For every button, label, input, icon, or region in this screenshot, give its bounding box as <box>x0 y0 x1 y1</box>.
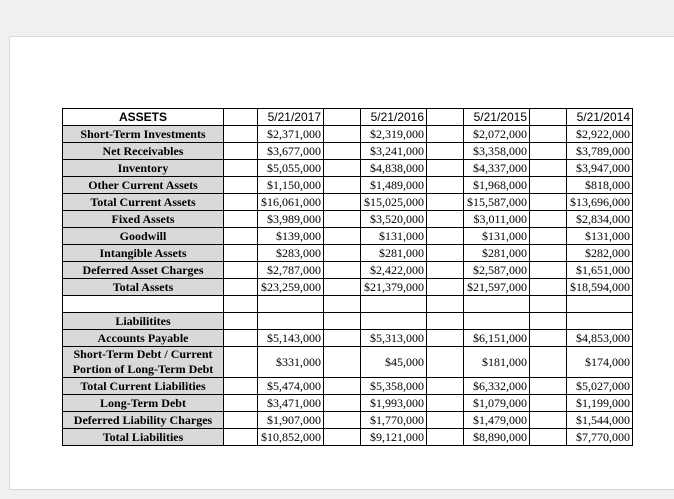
table-row <box>63 126 633 143</box>
value-cell[interactable]: $282,000 <box>567 245 633 262</box>
balance-sheet-table <box>62 108 633 446</box>
value-cell[interactable]: $2,422,000 <box>361 262 427 279</box>
value-cell[interactable]: $6,151,000 <box>464 330 530 347</box>
value-cell[interactable]: $2,787,000 <box>258 262 324 279</box>
value-cell[interactable]: $45,000 <box>361 347 427 378</box>
row-label: Total Liabilities <box>63 429 224 446</box>
value-cell[interactable]: $16,061,000 <box>258 194 324 211</box>
value-cell[interactable]: $18,594,000 <box>567 279 633 296</box>
value-cell[interactable]: $131,000 <box>567 228 633 245</box>
column-gap <box>224 395 258 412</box>
column-gap <box>427 347 464 378</box>
column-gap <box>324 143 361 160</box>
value-cell[interactable]: $3,471,000 <box>258 395 324 412</box>
date-header: 5/21/2014 <box>567 109 633 126</box>
column-gap <box>224 330 258 347</box>
column-gap <box>224 347 258 378</box>
table-row <box>63 160 633 177</box>
value-cell[interactable]: $1,079,000 <box>464 395 530 412</box>
liabilities-header-row <box>63 313 633 330</box>
blank-value-cell[interactable] <box>464 296 530 313</box>
value-cell[interactable]: $174,000 <box>567 347 633 378</box>
value-cell[interactable]: $9,121,000 <box>361 429 427 446</box>
column-gap <box>224 429 258 446</box>
column-gap <box>427 109 464 126</box>
column-gap <box>427 126 464 143</box>
value-cell[interactable]: $3,677,000 <box>258 143 324 160</box>
column-gap <box>324 395 361 412</box>
column-gap <box>530 330 567 347</box>
column-gap <box>530 412 567 429</box>
value-cell[interactable]: $3,789,000 <box>567 143 633 160</box>
value-cell[interactable]: $5,027,000 <box>567 378 633 395</box>
value-cell[interactable]: $4,853,000 <box>567 330 633 347</box>
column-gap <box>427 245 464 262</box>
column-gap <box>530 296 567 313</box>
value-cell[interactable]: $4,337,000 <box>464 160 530 177</box>
table-row <box>63 330 633 347</box>
value-cell[interactable]: $6,332,000 <box>464 378 530 395</box>
column-gap <box>427 228 464 245</box>
column-gap <box>530 160 567 177</box>
row-label: Deferred Asset Charges <box>63 262 224 279</box>
table-row <box>63 395 633 412</box>
table-row <box>63 177 633 194</box>
value-cell[interactable]: $3,947,000 <box>567 160 633 177</box>
table-row <box>63 143 633 160</box>
value-cell[interactable]: $818,000 <box>567 177 633 194</box>
column-gap <box>224 177 258 194</box>
value-cell[interactable]: $5,143,000 <box>258 330 324 347</box>
spreadsheet-page <box>9 36 674 490</box>
column-gap <box>530 143 567 160</box>
blank-label-cell[interactable] <box>63 296 224 313</box>
blank-value-cell[interactable] <box>361 296 427 313</box>
table-row <box>63 412 633 429</box>
blank-row <box>63 296 633 313</box>
column-gap <box>530 228 567 245</box>
column-gap <box>324 412 361 429</box>
column-gap <box>427 378 464 395</box>
row-label: Intangible Assets <box>63 245 224 262</box>
value-cell[interactable]: $2,834,000 <box>567 211 633 228</box>
column-gap <box>530 126 567 143</box>
value-cell[interactable]: $3,011,000 <box>464 211 530 228</box>
value-cell[interactable]: $8,890,000 <box>464 429 530 446</box>
column-gap <box>224 109 258 126</box>
value-cell[interactable]: $281,000 <box>361 245 427 262</box>
value-cell[interactable]: $5,474,000 <box>258 378 324 395</box>
column-gap <box>427 262 464 279</box>
table-row <box>63 378 633 395</box>
table-row <box>63 279 633 296</box>
column-gap <box>324 313 361 330</box>
value-cell[interactable]: $331,000 <box>258 347 324 378</box>
row-label: Total Current Assets <box>63 194 224 211</box>
value-cell[interactable]: $3,358,000 <box>464 143 530 160</box>
column-gap <box>224 279 258 296</box>
value-cell[interactable]: $3,520,000 <box>361 211 427 228</box>
column-gap <box>224 211 258 228</box>
column-gap <box>427 143 464 160</box>
column-gap <box>427 395 464 412</box>
column-gap <box>324 279 361 296</box>
column-gap <box>427 330 464 347</box>
blank-value-cell[interactable] <box>464 313 530 330</box>
table-row <box>63 228 633 245</box>
column-gap <box>530 194 567 211</box>
row-label: Net Receivables <box>63 143 224 160</box>
blank-value-cell[interactable] <box>567 313 633 330</box>
value-cell[interactable]: $1,544,000 <box>567 412 633 429</box>
row-label: Inventory <box>63 160 224 177</box>
column-gap <box>530 378 567 395</box>
value-cell[interactable]: $131,000 <box>464 228 530 245</box>
row-label: Total Assets <box>63 279 224 296</box>
table-row <box>63 429 633 446</box>
row-label: Accounts Payable <box>63 330 224 347</box>
value-cell[interactable]: $1,150,000 <box>258 177 324 194</box>
value-cell[interactable]: $2,922,000 <box>567 126 633 143</box>
column-gap <box>427 313 464 330</box>
column-gap <box>324 347 361 378</box>
value-cell[interactable]: $1,199,000 <box>567 395 633 412</box>
column-gap <box>324 429 361 446</box>
column-gap <box>224 143 258 160</box>
table-row <box>63 347 633 378</box>
column-gap <box>324 211 361 228</box>
value-cell[interactable]: $21,379,000 <box>361 279 427 296</box>
column-gap <box>324 262 361 279</box>
column-gap <box>224 412 258 429</box>
value-cell[interactable]: $1,993,000 <box>361 395 427 412</box>
date-header: 5/21/2015 <box>464 109 530 126</box>
column-gap <box>427 279 464 296</box>
column-gap <box>224 378 258 395</box>
column-gap <box>324 160 361 177</box>
column-gap <box>427 412 464 429</box>
row-label: Long-Term Debt <box>63 395 224 412</box>
column-gap <box>224 160 258 177</box>
column-gap <box>427 177 464 194</box>
column-gap <box>224 296 258 313</box>
column-gap <box>324 228 361 245</box>
value-cell[interactable]: $21,597,000 <box>464 279 530 296</box>
column-gap <box>324 378 361 395</box>
column-gap <box>530 279 567 296</box>
column-gap <box>530 395 567 412</box>
value-cell[interactable]: $2,587,000 <box>464 262 530 279</box>
value-cell[interactable]: $4,838,000 <box>361 160 427 177</box>
column-gap <box>224 262 258 279</box>
value-cell[interactable]: $1,770,000 <box>361 412 427 429</box>
column-gap <box>224 245 258 262</box>
value-cell[interactable]: $2,072,000 <box>464 126 530 143</box>
column-gap <box>427 194 464 211</box>
column-gap <box>530 262 567 279</box>
column-gap <box>530 313 567 330</box>
column-gap <box>530 211 567 228</box>
value-cell[interactable]: $5,313,000 <box>361 330 427 347</box>
column-gap <box>324 177 361 194</box>
value-cell[interactable]: $3,989,000 <box>258 211 324 228</box>
column-gap <box>530 177 567 194</box>
value-cell[interactable]: $2,319,000 <box>361 126 427 143</box>
row-label: Other Current Assets <box>63 177 224 194</box>
column-gap <box>324 296 361 313</box>
column-gap <box>324 194 361 211</box>
assets-header: ASSETS <box>63 109 224 126</box>
column-gap <box>530 347 567 378</box>
blank-value-cell[interactable] <box>258 313 324 330</box>
column-gap <box>324 330 361 347</box>
row-label: Short-Term Investments <box>63 126 224 143</box>
blank-value-cell[interactable] <box>361 313 427 330</box>
column-gap <box>324 109 361 126</box>
column-gap <box>224 126 258 143</box>
value-cell[interactable]: $1,479,000 <box>464 412 530 429</box>
value-cell[interactable]: $5,055,000 <box>258 160 324 177</box>
row-label: Fixed Assets <box>63 211 224 228</box>
column-gap <box>324 245 361 262</box>
value-cell[interactable]: $131,000 <box>361 228 427 245</box>
value-cell[interactable]: $1,907,000 <box>258 412 324 429</box>
blank-value-cell[interactable] <box>258 296 324 313</box>
value-cell[interactable]: $5,358,000 <box>361 378 427 395</box>
column-gap <box>324 126 361 143</box>
column-gap <box>224 313 258 330</box>
value-cell[interactable]: $3,241,000 <box>361 143 427 160</box>
date-header: 5/21/2016 <box>361 109 427 126</box>
value-cell[interactable]: $283,000 <box>258 245 324 262</box>
column-gap <box>427 211 464 228</box>
column-gap <box>530 245 567 262</box>
column-gap <box>530 429 567 446</box>
row-label: Short-Term Debt / Current Portion of Long-Term Debt <box>63 347 224 378</box>
blank-value-cell[interactable] <box>567 296 633 313</box>
row-label: Total Current Liabilities <box>63 378 224 395</box>
column-gap <box>530 109 567 126</box>
column-gap <box>427 429 464 446</box>
value-cell[interactable]: $10,852,000 <box>258 429 324 446</box>
value-cell[interactable]: $13,696,000 <box>567 194 633 211</box>
value-cell[interactable]: $281,000 <box>464 245 530 262</box>
liabilities-header: Liabilitites <box>63 313 224 330</box>
value-cell[interactable]: $7,770,000 <box>567 429 633 446</box>
table-row <box>63 211 633 228</box>
value-cell[interactable]: $1,968,000 <box>464 177 530 194</box>
row-label: Deferred Liability Charges <box>63 412 224 429</box>
column-gap <box>224 194 258 211</box>
value-cell[interactable]: $2,371,000 <box>258 126 324 143</box>
column-gap <box>427 160 464 177</box>
value-cell[interactable]: $1,651,000 <box>567 262 633 279</box>
table-row <box>63 245 633 262</box>
header-row <box>63 109 633 126</box>
value-cell[interactable]: $1,489,000 <box>361 177 427 194</box>
column-gap <box>427 296 464 313</box>
row-label: Goodwill <box>63 228 224 245</box>
table-row <box>63 262 633 279</box>
table-row <box>63 194 633 211</box>
value-cell[interactable]: $139,000 <box>258 228 324 245</box>
date-header: 5/21/2017 <box>258 109 324 126</box>
value-cell[interactable]: $15,587,000 <box>464 194 530 211</box>
value-cell[interactable]: $23,259,000 <box>258 279 324 296</box>
value-cell[interactable]: $181,000 <box>464 347 530 378</box>
column-gap <box>224 228 258 245</box>
value-cell[interactable]: $15,025,000 <box>361 194 427 211</box>
